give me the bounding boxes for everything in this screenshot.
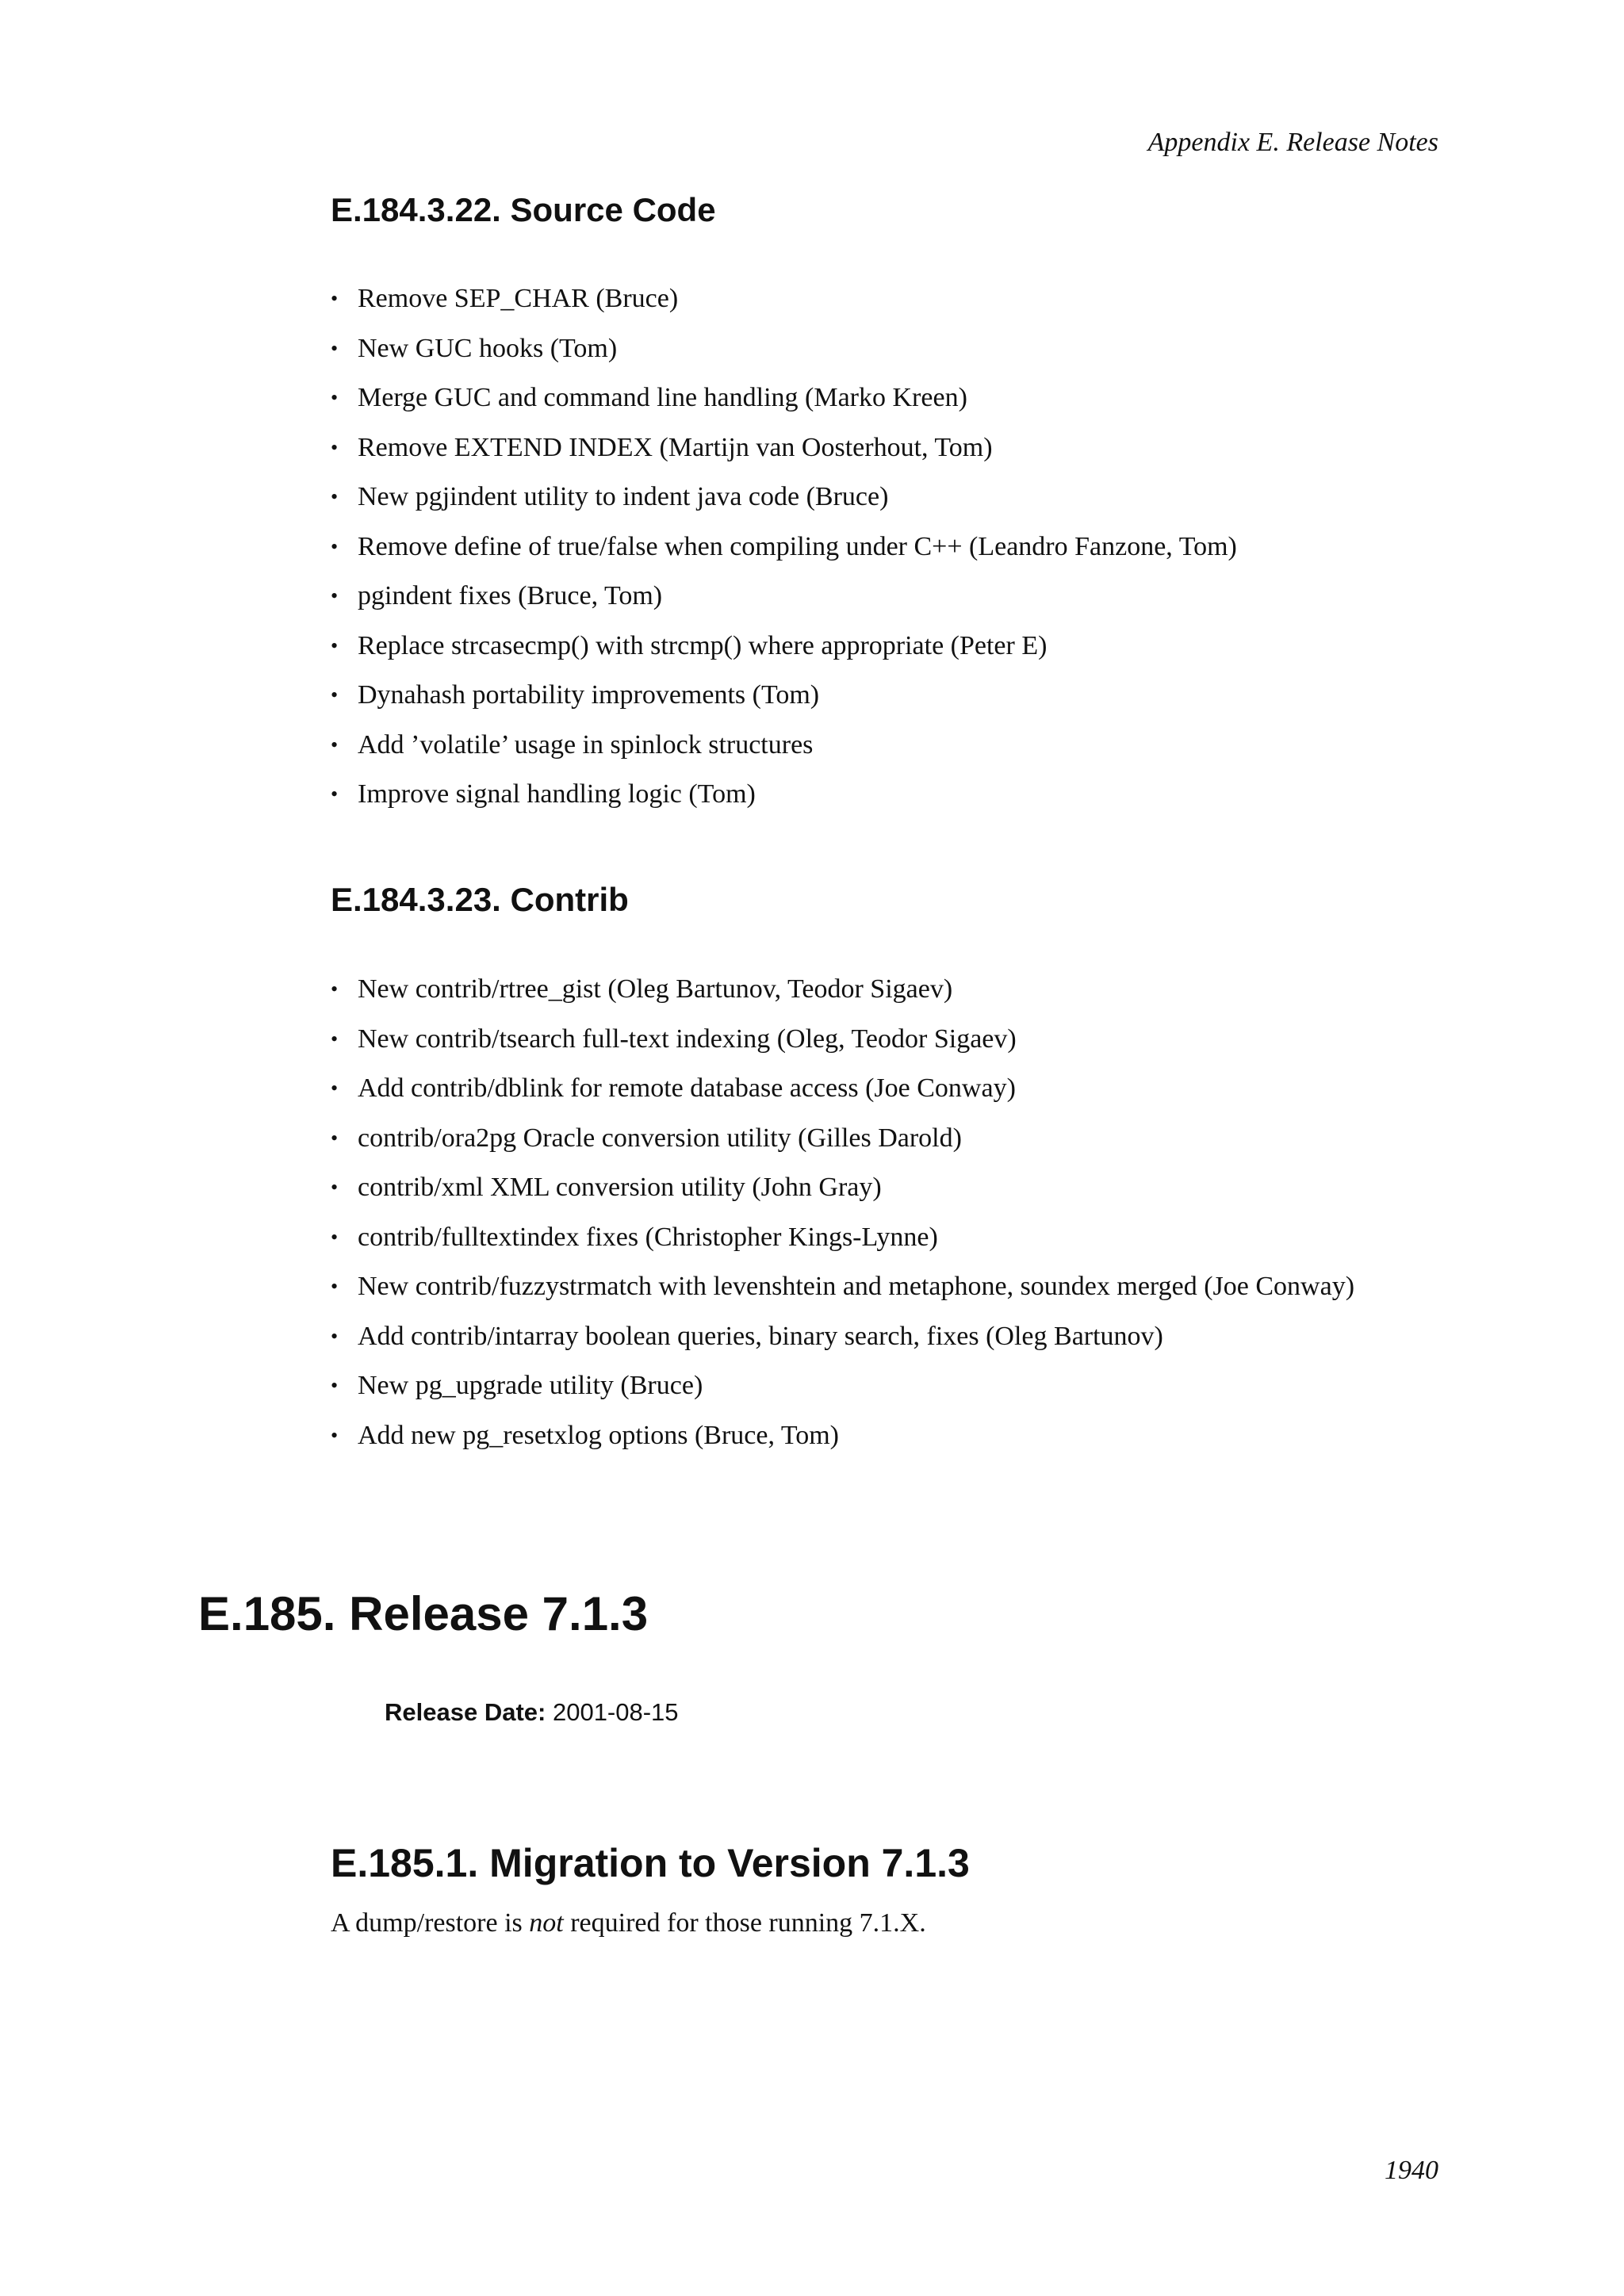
list-item: • Remove define of true/false when compiling under C++ (Leandro Fanzone, Tom)	[331, 531, 1237, 561]
bullet-icon: •	[331, 1275, 339, 1298]
list-item: • New contrib/rtree_gist (Oleg Bartunov, Teodor Sigaev)	[331, 974, 953, 1004]
list-item: • New contrib/tsearch full-text indexing (Oleg, Teodor Sigaev)	[331, 1024, 1017, 1054]
release-date-label: Release Date:	[385, 1698, 546, 1726]
section-heading-source-code: E.184.3.22. Source Code	[331, 191, 716, 228]
list-item: • New pgjindent utility to indent java code (Bruce)	[331, 482, 889, 511]
bullet-icon: •	[331, 386, 339, 409]
migration-heading: E.185.1. Migration to Version 7.1.3	[331, 1841, 970, 1885]
list-item: • Remove EXTEND INDEX (Martijn van Oosterhout, Tom)	[331, 432, 993, 462]
list-item: • Merge GUC and command line handling (Marko Kreen)	[331, 383, 967, 412]
list-item: • New GUC hooks (Tom)	[331, 333, 618, 363]
bullet-icon: •	[331, 1225, 339, 1249]
list-item: • Add new pg_resetxlog options (Bruce, Tom)	[331, 1420, 840, 1450]
bullet-icon: •	[331, 1374, 339, 1397]
bullet-icon: •	[331, 584, 339, 607]
list-item: • Remove SEP_CHAR (Bruce)	[331, 284, 679, 313]
list-item: • pgindent fixes (Bruce, Tom)	[331, 581, 663, 610]
list-item: • Add contrib/dblink for remote database access (Joe Conway)	[331, 1073, 1016, 1103]
list-item: • contrib/ora2pg Oracle conversion utility (Gilles Darold)	[331, 1123, 962, 1153]
list-item: • Add ’volatile’ usage in spinlock structures	[331, 729, 814, 760]
contrib-list	[331, 974, 1354, 1469]
bullet-icon: •	[331, 435, 339, 459]
bullet-icon: •	[331, 733, 339, 756]
section-heading-contrib: E.184.3.23. Contrib	[331, 881, 629, 918]
migration-paragraph: A dump/restore is not required for those running 7.1.X.	[331, 1908, 926, 1938]
list-item: • Improve signal handling logic (Tom)	[331, 779, 756, 809]
bullet-icon: •	[331, 287, 339, 310]
bullet-icon: •	[331, 485, 339, 508]
bullet-icon: •	[331, 978, 339, 1001]
source-code-list	[331, 283, 1237, 828]
bullet-icon: •	[331, 1027, 339, 1050]
list-item: • contrib/xml XML conversion utility (John Gray)	[331, 1173, 882, 1202]
release-heading: E.185. Release 7.1.3	[198, 1587, 649, 1640]
running-header: Appendix E. Release Notes	[1147, 128, 1438, 157]
page-number: 1940	[1385, 2156, 1438, 2185]
bullet-icon: •	[331, 1077, 339, 1100]
emphasis-not: not	[529, 1908, 564, 1938]
list-item: • New pg_upgrade utility (Bruce)	[331, 1371, 703, 1400]
list-item: • Add contrib/intarray boolean queries, binary search, fixes (Oleg Bartunov)	[331, 1321, 1163, 1351]
list-item: • New contrib/fuzzystrmatch with levenshtein and metaphone, soundex merged (Joe Conway)	[331, 1272, 1355, 1301]
bullet-icon: •	[331, 534, 339, 558]
release-date-value: 2001-08-15	[552, 1698, 679, 1726]
bullet-icon: •	[331, 1126, 339, 1150]
bullet-icon: •	[331, 1324, 339, 1348]
list-item: • Dynahash portability improvements (Tom)	[331, 680, 820, 710]
list-item: • contrib/fulltextindex fixes (Christopher Kings-Lynne)	[331, 1222, 938, 1252]
bullet-icon: •	[331, 1423, 339, 1447]
bullet-icon: •	[331, 1176, 339, 1199]
bullet-icon: •	[331, 783, 339, 806]
bullet-icon: •	[331, 633, 339, 657]
list-item: • Replace strcasecmp() with strcmp() where appropriate (Peter E)	[331, 630, 1048, 660]
bullet-icon: •	[331, 336, 339, 360]
bullet-icon: •	[331, 683, 339, 706]
release-date	[385, 1697, 679, 1728]
